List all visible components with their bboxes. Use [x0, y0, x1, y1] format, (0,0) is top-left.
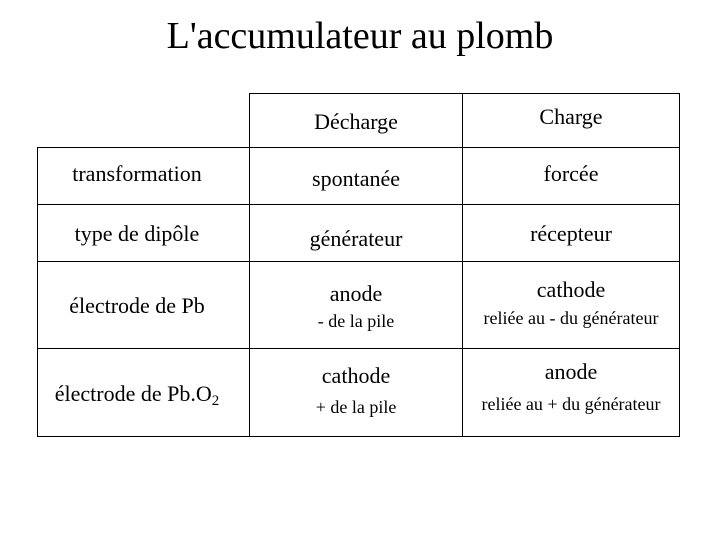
cell-charge-electrode-pbo2: anode: [544, 359, 598, 384]
cell-charge-electrode-pbo2-note: reliée au + du générateur: [481, 394, 661, 414]
cell-charge-electrode-pb-note: reliée au - du générateur: [483, 308, 659, 328]
row-label-dipole: type de dipôle: [74, 221, 200, 246]
row-divider-2: [37, 204, 679, 205]
row-divider-3: [37, 261, 679, 262]
cell-decharge-electrode-pbo2-note: + de la pile: [315, 397, 397, 417]
cell-charge-transformation: forcée: [543, 161, 599, 186]
cell-decharge-dipole: générateur: [309, 226, 403, 251]
cell-charge-electrode-pb: cathode: [536, 277, 606, 302]
column-divider-2: [462, 93, 463, 437]
row-label-electrode-pbo2-subscript: 2: [211, 393, 220, 409]
row-label-electrode-pbo2: [37, 381, 237, 407]
cell-decharge-electrode-pb-note: - de la pile: [317, 311, 395, 331]
header-decharge: Décharge: [314, 109, 398, 134]
table-border-top: [249, 93, 679, 94]
cell-decharge-transformation: spontanée: [312, 166, 400, 191]
row-label-electrode-pb: électrode de Pb: [69, 293, 205, 318]
cell-decharge-electrode-pb: anode: [329, 281, 383, 306]
row-divider-1: [37, 147, 679, 148]
page-title: L'accumulateur au plomb: [166, 15, 554, 57]
cell-charge-dipole: récepteur: [530, 221, 612, 246]
row-label-electrode-pbo2-base: électrode de Pb.O: [54, 381, 212, 406]
table-border-bottom: [37, 436, 679, 437]
row-label-transformation: transformation: [72, 161, 202, 186]
row-divider-4: [37, 348, 679, 349]
cell-decharge-electrode-pbo2: cathode: [321, 363, 391, 388]
header-charge: Charge: [539, 104, 603, 129]
column-divider-right: [679, 93, 680, 437]
